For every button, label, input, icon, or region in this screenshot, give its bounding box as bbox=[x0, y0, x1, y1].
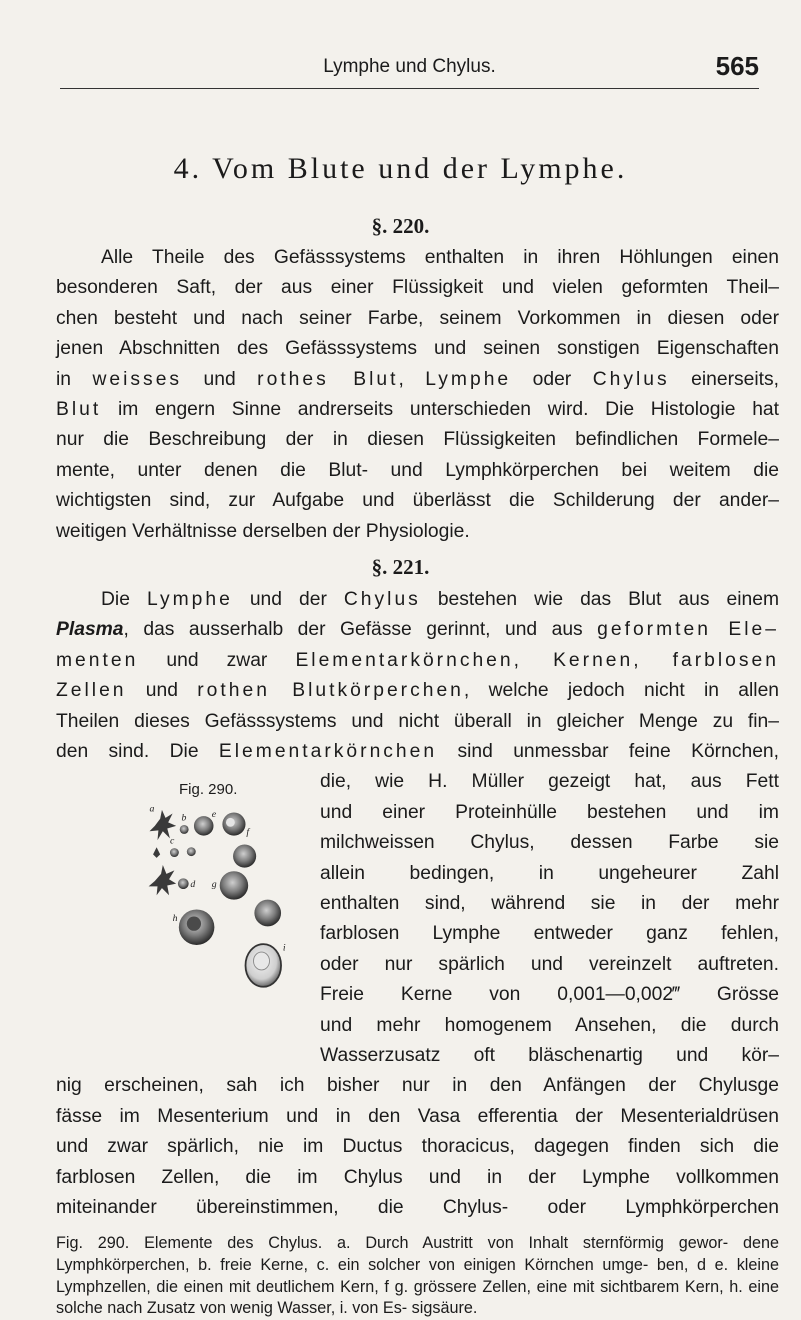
emphasis-lymphe: Lymphe bbox=[146, 589, 233, 610]
wrap-line: Wasserzusatz oft bläschenartig und kör– bbox=[320, 1045, 779, 1066]
wrap-line: und einer Proteinhülle bestehen und im bbox=[320, 801, 779, 823]
paragraph-line: nig erscheinen, sah ich bisher nur in den Anfängen der Chylusge bbox=[56, 1075, 779, 1097]
text-span: , welche jedoch nicht in allen bbox=[463, 680, 780, 702]
figure-caption: Fig. 290. Elemente des Chylus. a. Durch Austritt von Inhalt sternförmig gewor- dene Lymphkörperchen, b. freie Kerne, c. ein solcher von einigen Körnchen umge- ben, d e. kleine Lymphzellen, die einen mit deutlichem Kern, f g. grössere Zellen, eine mit sichtbarem Kern, h. eine solche nach Zusatz von wenig Wasser, i. von Es- sigsäure. bbox=[56, 1234, 779, 1318]
page-number: 565 bbox=[715, 51, 759, 81]
paragraph-line: jenen Abschnitten des Gefässsystems und seinen sonstigen Eigenschaften bbox=[56, 338, 779, 360]
section-heading-221: §. 221. bbox=[371, 555, 430, 579]
fig-letter: g bbox=[211, 879, 217, 891]
paragraph-line bbox=[56, 365, 779, 395]
text-span: Die bbox=[101, 589, 147, 610]
emphasis-lymphe: Lymphe bbox=[425, 368, 512, 390]
wrap-line: Freie Kerne von 0,001—0,002‴ Grösse bbox=[320, 984, 779, 1006]
paragraph-line bbox=[56, 646, 779, 676]
fig-letter: b bbox=[181, 812, 187, 824]
paragraph-line: chen besteht und nach seiner Farbe, seinem Vorkommen in diesen oder bbox=[56, 307, 779, 329]
text-span: und der bbox=[232, 589, 344, 610]
paragraph-line: farblosen Zellen, die im Chylus und in der Lymphe vollkommen bbox=[56, 1166, 779, 1188]
wrap-line: enthalten sind, während sie in der mehr bbox=[320, 893, 779, 914]
section-heading-220: §. 220. bbox=[371, 214, 430, 238]
emphasis-elements: Elementarkörnchen, Kernen, farblosen bbox=[295, 649, 779, 671]
text-span: , bbox=[398, 368, 426, 390]
paragraph-line bbox=[56, 585, 779, 615]
text-span: sind unmessbar feine Körnchen, bbox=[437, 741, 779, 762]
wrap-line bbox=[320, 767, 779, 797]
emphasis-geformten: geformten Ele– bbox=[597, 619, 779, 641]
text-span: im engern Sinne andrerseits unterschieden wird. Die Histologie hat bbox=[101, 399, 779, 420]
chapter-title: 4. Vom Blute und der Lymphe. bbox=[173, 152, 628, 185]
fig-letter: i bbox=[282, 942, 286, 954]
emphasis-blut: Blut bbox=[56, 399, 102, 420]
text-span: die, wie H. Müller gezeigt hat, aus Fett bbox=[320, 771, 779, 793]
paragraph-line: miteinander übereinstimmen, die Chylus- oder Lymphkörperchen bbox=[56, 1197, 779, 1218]
running-head bbox=[60, 48, 759, 89]
paragraph-line bbox=[56, 676, 779, 706]
fig-letter: d bbox=[190, 879, 196, 891]
paragraph-line bbox=[56, 737, 779, 767]
paragraph-line: und zwar spärlich, nie im Ductus thoracicus, dagegen finden sich die bbox=[56, 1136, 779, 1158]
fig-letter: f bbox=[246, 827, 250, 839]
emphasis-chylus: Chylus bbox=[592, 368, 670, 390]
wrap-line: oder nur spärlich und vereinzelt auftreten. bbox=[320, 953, 779, 975]
paragraph-line: besonderen Saft, der aus einer Flüssigkeit und vielen geformten Theil– bbox=[56, 277, 779, 299]
wrap-line: milchweissen Chylus, dessen Farbe sie bbox=[320, 832, 779, 854]
paragraph-line: Theilen dieses Gefässsystems und nicht überall in gleicher Menge zu fin– bbox=[56, 710, 779, 732]
wrap-line: allein bedingen, in ungeheurer Zahl bbox=[320, 862, 779, 884]
emphasis-weisses: weisses bbox=[92, 368, 183, 390]
fig-letter: h bbox=[172, 913, 178, 925]
text-span: oder bbox=[511, 368, 593, 390]
fig-letter: e bbox=[211, 809, 217, 821]
text-span: einerseits, bbox=[669, 368, 779, 390]
fig-letter: a bbox=[149, 804, 155, 816]
emphasis-chylus: Chylus bbox=[343, 589, 421, 610]
emphasis-rothes-blut: rothes Blut bbox=[257, 368, 399, 390]
paragraph-line bbox=[56, 615, 779, 645]
fig-letter: c bbox=[169, 836, 175, 848]
paragraph-line: mente, unter denen die Blut- und Lymphkörperchen bei weitem die bbox=[56, 459, 779, 481]
paragraph-line bbox=[56, 395, 779, 425]
text-span: in bbox=[56, 368, 93, 390]
small-lymph-cell-icon bbox=[194, 813, 256, 868]
paragraph-line: wichtigsten sind, zur Aufgabe und überlässt die Schilderung der ander– bbox=[56, 490, 779, 512]
paragraph-line: nur die Beschreibung der in diesen Flüssigkeiten befindlichen Formele– bbox=[56, 429, 779, 451]
figure-chylus-elements bbox=[138, 801, 313, 1001]
text-span: den sind. Die bbox=[56, 741, 219, 762]
figure-label: Fig. 290. bbox=[179, 781, 238, 799]
emphasis-menten: menten bbox=[56, 649, 139, 671]
emphasis-elementarkoernchen: Elementarkörnchen bbox=[218, 741, 438, 762]
paragraph-line: fässe im Mesenterium und in den Vasa efferentia der Mesenterialdrüsen bbox=[56, 1105, 779, 1127]
text-span: , das ausserhalb der Gefässe gerinnt, und aus bbox=[123, 619, 598, 641]
text-span: und bbox=[126, 680, 198, 702]
text-span: und zwar bbox=[138, 649, 296, 671]
emphasis-plasma: Plasma bbox=[56, 619, 124, 641]
paragraph-line: Alle Theile des Gefässsystems enthalten in ihren Höhlungen einen bbox=[101, 247, 779, 268]
running-title: Lymphe und Chylus. bbox=[323, 56, 496, 77]
emphasis-blutkoerperchen: rothen Blutkörperchen bbox=[197, 680, 464, 702]
emphasis-zellen: Zellen bbox=[56, 680, 127, 702]
wrap-line: farblosen Lymphe entweder ganz fehlen, bbox=[320, 923, 779, 945]
text-span: bestehen wie das Blut aus einem bbox=[420, 589, 779, 610]
wrap-line: und mehr homogenem Ansehen, die durch bbox=[320, 1014, 779, 1036]
text-span: und bbox=[182, 368, 258, 390]
paragraph-line: weitigen Verhältnisse derselben der Physiologie. bbox=[56, 520, 470, 542]
